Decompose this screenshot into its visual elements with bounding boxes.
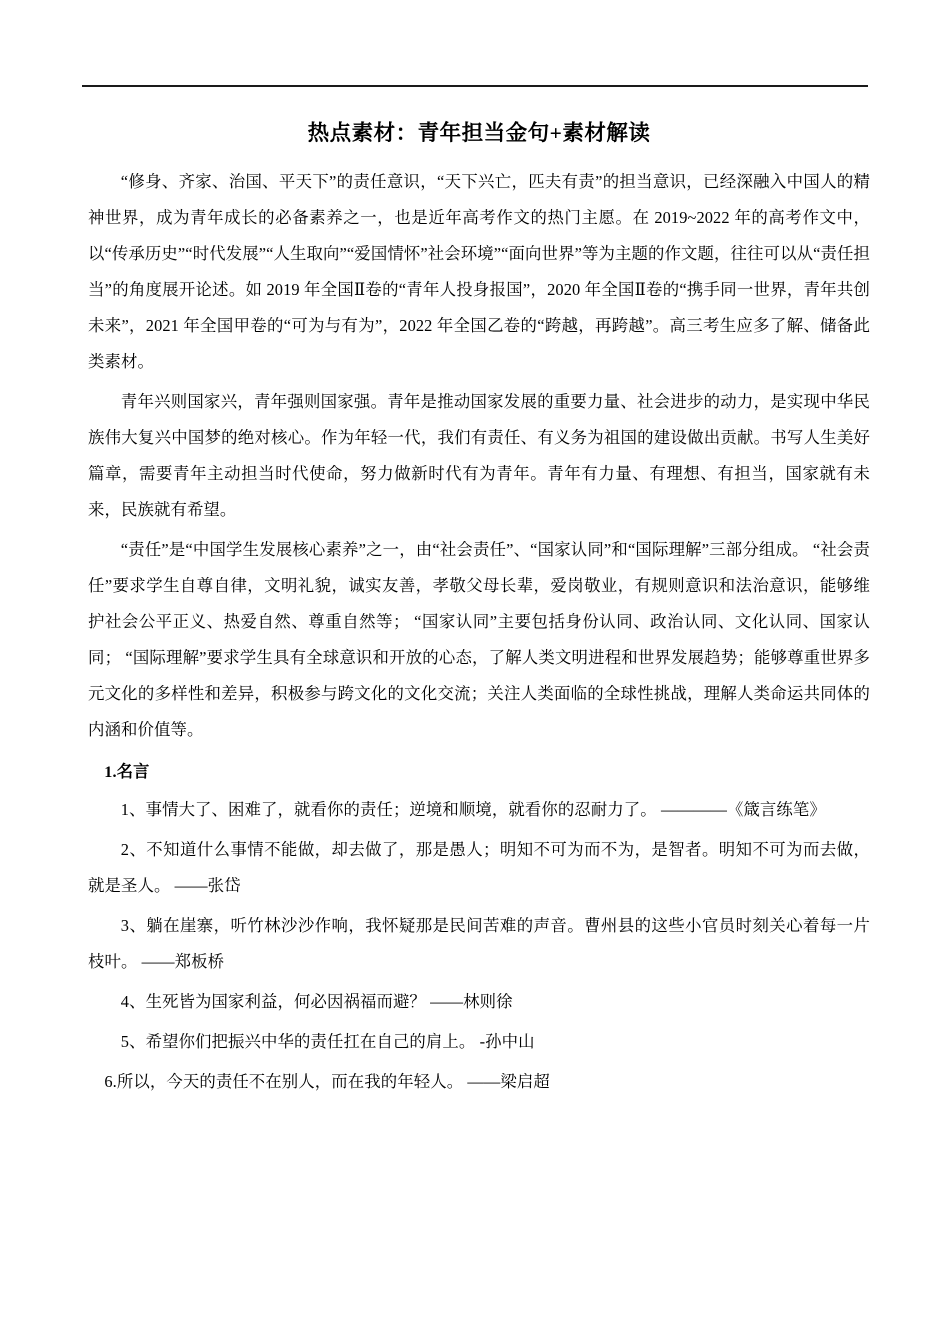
paragraph-youth-nation: 青年兴则国家兴，青年强则国家强。青年是推动国家发展的重要力量、社会进步的动力，是实现中华民族伟大复兴中国梦的绝对核心。作为年轻一代，我们有责任、有义务为祖国的建设做出贡献。书写人生美好篇章，需要青年主动担当时代使命，努力做新时代有为青年。青年有力量、有理想、有担当，国家就有未来，民族就有希望。 <box>88 392 870 519</box>
section-heading-quotes: 1.名言 <box>104 763 150 781</box>
document-body <box>88 112 870 1104</box>
quote-item: 1、事情大了、困难了，就看你的责任；逆境和顺境，就看你的忍耐力了。 ————《箴言练笔》 <box>120 800 826 819</box>
header-divider <box>82 85 868 87</box>
quote-item: 2、不知道什么事情不能做，却去做了，那是愚人；明知不可为而不为，是智者。明知不可为而去做，就是圣人。 ——张岱 <box>88 840 870 895</box>
page-title: 热点素材：青年担当金句+素材解读 <box>307 121 651 145</box>
quote-item: 5、希望你们把振兴中华的责任扛在自己的肩上。 -孙中山 <box>120 1032 535 1051</box>
quote-item: 6.所以，今天的责任不在别人，而在我的年轻人。 ——梁启超 <box>104 1072 550 1091</box>
paragraph-responsibility-definition: “责任”是“中国学生发展核心素养”之一，由“社会责任”、“国家认同”和“国际理解”三部分组成。 “社会责任”要求学生自尊自律，文明礼貌，诚实友善，孝敬父母长辈，爱岗敬业，有规则意识和法治意识，能够维护社会公平正义、热爱自然、尊重自然等； “国家认同”主要包括身份认同、政治认同、文化认同、国家认同； “国际理解”要求学生具有全球意识和开放的心态，了解人类文明进程和世界发展趋势；能够尊重世界多元文化的多样性和差异，积极参与跨文化的文化交流；关注人类面临的全球性挑战，理解人类命运共同体的内涵和价值等。 <box>88 540 870 739</box>
paragraph-intro: “修身、齐家、治国、平天下”的责任意识，“天下兴亡，匹夫有责”的担当意识，已经深融入中国人的精神世界，成为青年成长的必备素养之一，也是近年高考作文的热门主愿。在 2019~2022 年的高考作文中，以“传承历史”“时代发展”“人生取向”“爱国情怀”社会环境”“面向世界”等为主题的作文题，往往可以从“责任担当”的角度展开论述。如 2019 年全国Ⅱ卷的“青年人投身报国”，2020 年全国Ⅱ卷的“携手同一世界，青年共创未来”，2021 年全国甲卷的“可为与有为”，2022 年全国乙卷的“跨越，再跨越”。高三考生应多了解、储备此类素材。 <box>88 172 870 371</box>
quote-item: 4、生死皆为国家利益，何必因祸福而避？ ——林则徐 <box>120 992 513 1011</box>
quote-item: 3、躺在崖寨，听竹林沙沙作响，我怀疑那是民间苦难的声音。曹州县的这些小官员时刻关心着每一片枝叶。 ——郑板桥 <box>88 916 870 971</box>
